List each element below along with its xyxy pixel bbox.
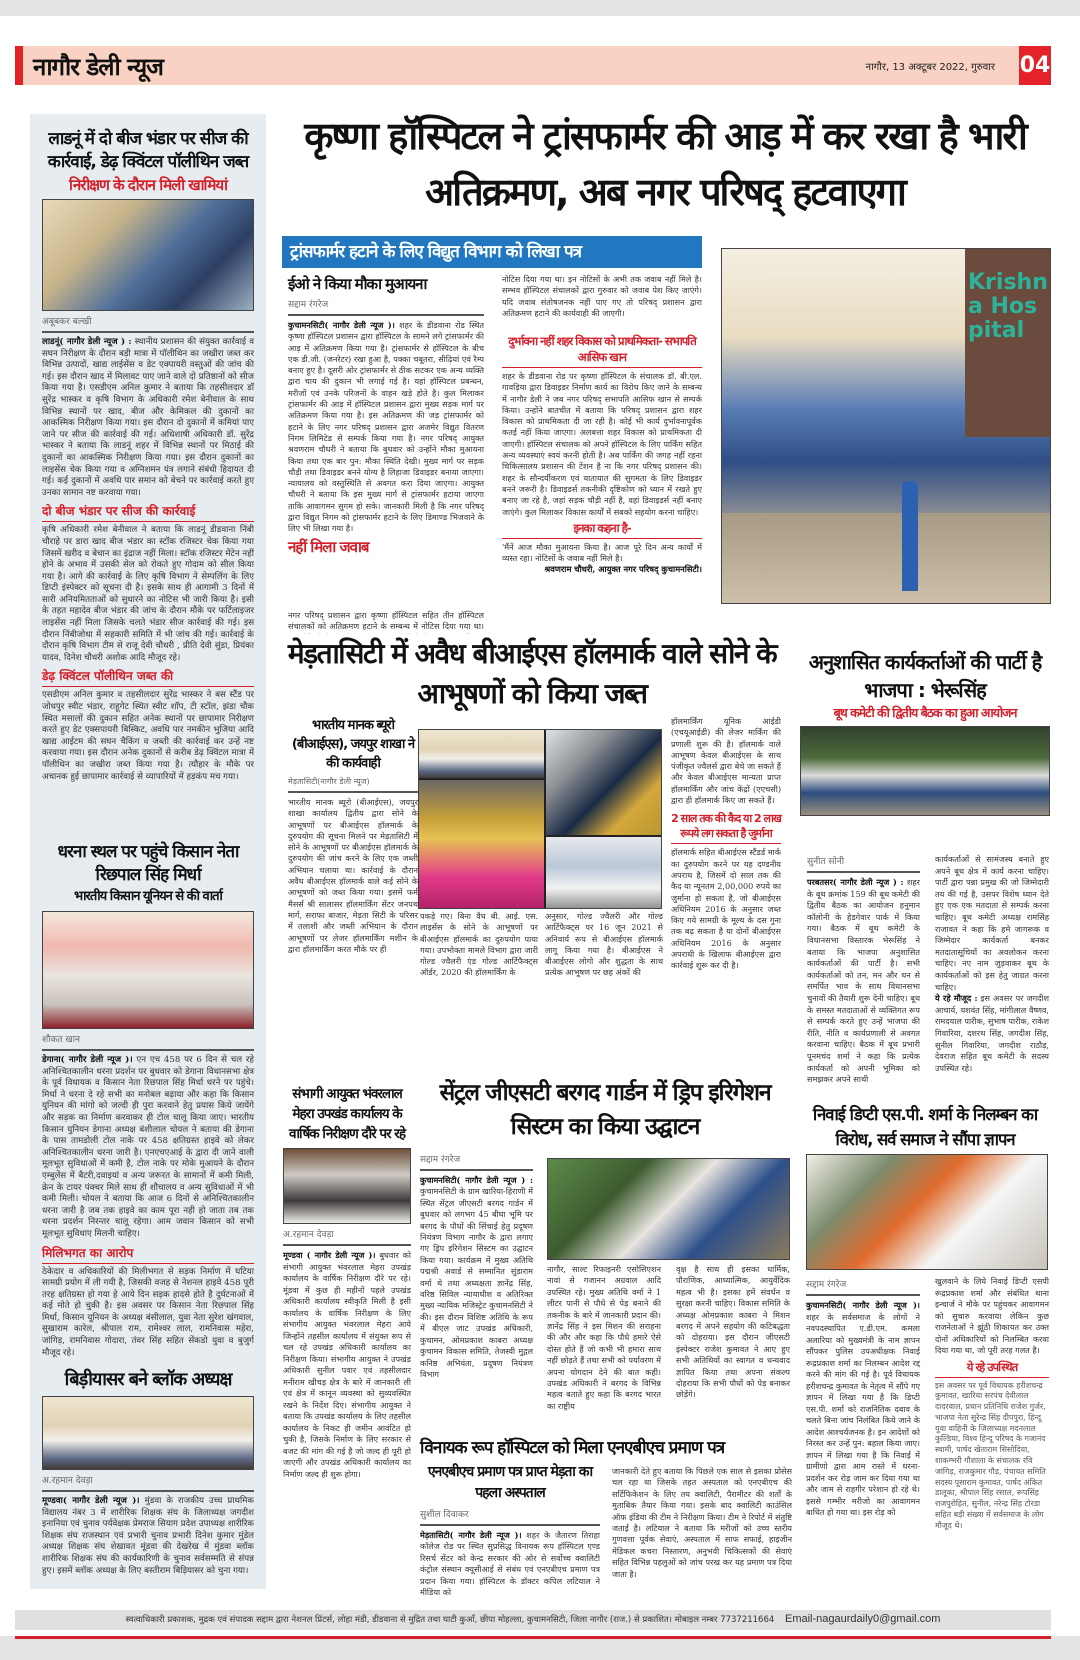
photo-dharna	[42, 911, 254, 1029]
byline: शौकत खान	[42, 1032, 254, 1051]
imprint-text: स्वत्वाधिकारी प्रकाशक, मुद्रक एवं संपादक सद्दाम द्वारा नेशनल प्रिंटर्स, लोहा मंडी, डीडवाना से मुद्रित तथा घाटी कुआँ, छीपा मोहल्ला, कुचामनसिटी, जिला नागौर (राज.) से प्रकाशित। मोबाइल नम्बर 7737211664	[125, 1615, 775, 1625]
article-body	[288, 320, 484, 535]
dateline: मूण्डवा ( नागौर डेली न्यूज )।	[283, 1250, 376, 1260]
byline: अबूबकर बल्खी	[42, 314, 254, 333]
paragraph: शहर के बूथ क्रमांक 159 की बूथ कमेटी की द्वितीय बैठक का आयोजन हनुमान कॉलोनी के हेडगेवार पार्क में किया गया। बैठक में बूथ कमेटी के विधानसभा विस्तारक भेरूसिंह ने बताया कि भाजपा अनुशासित कार्यकर्ताओं की पार्टी है। सभी कार्यकर्ताओं को तन, मन और धन से समर्पित भाव के साथ विधानसभा चुनावों की तैयारी शुरू देनी चाहिए। बूथ के समस्त मतदाताओं से व्यक्तिगत रूप से सम्पर्क करते हुए उन्हें भाजपा की रीति, नीति व कार्यप्रणाली से अवगत करवाना चाहिए। बैठक में बूथ प्रभारी पूनमचंद शर्मा ने कहा कि प्रत्येक कार्यकर्ता को अपनी भूमिका को समझकर अपने साथी	[807, 877, 920, 1085]
subheading: दो बीज भंडार पर सीज की कार्रवाई	[42, 502, 254, 522]
article-body	[42, 1055, 254, 1241]
niwai-headline: निवाई डिप्टी एस.पी. शर्मा के निलम्बन का विरोध, सर्व समाज ने सौंपा ज्ञापन	[812, 1105, 1038, 1149]
issue-date: नागौर, 13 अक्टूबर 2022, गुरुवार	[865, 62, 995, 73]
hospital-sign: Krishna Hospital	[968, 271, 1048, 343]
paragraph: एन एच 458 पर 6 दिन से चल रहे अनिश्चितकालीन धरना प्रदर्शन पर बुधवार को डेगाना विधानसभा क्षेत्र के पूर्व विधायक व किसान नेता रिछपाल सिंह मिर्धा धरने पर पहुंचे। मिर्धा ने धरना दे रहे सभी का मनोबल बढ़ाया और कहा कि किसान युनियन की मांगो को जल्दी ही पुरा करवाने हेतु प्रयास किये जायेंगे और सड़क का निर्माण करवाकर ही टोल चालू किया जाए। भारतीय किसान युनियन डेगाना अध्यक्ष बंशीलाल चोयल ने बताया की डेगाना के पास तामडोली टोल नाके पर 458 क्षतिग्रस्त हाइवे को लेकर अनिश्चितकालीन धरना जारी है। एनएचएआई के द्वारा दी जाने वाली मूलभूत सुविधाओं में कमी है, टोल नाके पर मोके मुआयने के दौरान एम्बुलेंस में बैटरी,दवाइयां व अन्य जरूरत के सामानों में कमी मिली, क्रेन के टायर पंक्चर मिले साथ ही शौचालय व अन्य सुविधाओं में भी कमी मिली। चोयल ने बताया कि आज 6 दिनों से अनिश्चितकालीन धरना जारी है जब तक हाइवे का काम पूरा नही हो जाता तब तक धरना प्रदर्शन निरन्तर चालू रहेगा। आम जवान किसान को सभी मूलभूत सुविधाए मिलनी चाहिए।	[42, 1055, 254, 1239]
newspaper-page	[0, 16, 1080, 1636]
paragraph: मुंडवा के राजकीय उच्च प्राथमिक विद्यालय नंबर 3 में शारीरिक शिक्षक संघ के जिलाध्यक्ष जगदीश इनानिया एवं चुनाव पर्यवेक्षक प्रेमराज सियाग प्रदेश उपाध्यक्ष शारीरिक शिक्षक संघ राजस्थान एवं प्रभारी चुनाव प्रभारी दिनेश कुमार मुंडेल अध्यक्ष शिक्षक संघ शेखावत मूंडवा की देखरेख में मुंडवा ब्लॉक शारीरिक शिक्षक संघ की कार्यकारिणी के चुनाव सर्वसम्मति से संपन्न हुए। इसमें ब्लॉक अध्यक्ष के लिए बस्तीराम बिड़ियासर को चुना गया।	[42, 1496, 254, 1576]
paragraph: इस अवसर पर जगदीश आचार्य, यशवंत सिंह, मांगीलाल वैष्णव, रामदयाल पारीक, सुभाष पारीक, राकेश गिवारिया, दशरथ सिंह, जगदीश सिंह, सुनील गिवारिया, जगदीश राठौड़, देवराज सहित बूथ कमेटी के सदस्य उपस्थित रहे।	[935, 993, 1050, 1073]
gst-headline: सेंट्रल जीएसटी बरगद गार्डन में ड्रिप इरिगेशन सिस्टम का किया उद्घाटन	[439, 1080, 771, 1140]
footer-imprint	[15, 1610, 1051, 1630]
paragraph: इस अवसर पर पूर्व विधायक हरीशचन्द्र कुमावत, खारिया सरपंच देवीलाल दादरवाल, प्रधान प्रतिनिधि राजेश गुर्जर, भाजपा नेता सुरेन्द्र सिंह दीपपुरा, हिन्दू युवा वाहिनी के जिलाध्यक्ष मदनलाल कुल्डिया, विश्व हिन्दू परिषद के गजानंद स्वामी, पार्षद खेताराम सिसोदिया, शाकम्भरी गौशाला के संचालक रवि जांगिड़, राजकुमार गौड़, पंचायत समिति सदस्य पूसाराम कुमावत, पार्षद अंकित डालूका, श्रीपाल सिंह रसाल, रूपसिंह राजपुरोहित, सुनील, नरेन्द्र सिंह टोरडा सहित बड़ी संख्या में सर्वसमाज के लोग मौजूद थे।	[935, 1380, 1046, 1530]
photo-collage-jewellery	[418, 729, 662, 909]
paragraph: हॉलमार्क सहित बीआईएस स्टैंडर्ड मार्क का दुरुपयोग करने पर यह दण्डनीय अपराध है, जिसमें दो साल तक की कैद या न्यूनतम 2,00,000 रुपये का जुर्माना हो सकता है, जो बीआईएस अधिनियम 2016 के अनुसार जब्त किए गये सामग्री के मूल्य के दस गुना तक बढ़ सकता है या दोनों बीआईएस अधिनियम 2016 के अनुसार अपराधी के खिलाफ बीआईएस द्वारा कार्रवाई शुरू कर दी है।	[671, 847, 781, 971]
headline-ladnun: लाडनूं में दो बीज भंडार पर सीज की कार्रवाई, डेढ़ क्विंटल पॉलीथिन जब्त	[47, 129, 249, 172]
newspaper-name: नागौर डेली न्यूज	[33, 53, 163, 81]
paragraph: कुचामनसिटी के ग्राम खारिया-हिराणी में स्थित सेंट्रल जीएसटी बरगद गार्डन में बुधवार को लगभग 45 बीघा भूमि पर बरगद के पौधों की सिंचाई हेतु प्रदूषण नियंत्रण विभाग नागौर के द्वारा लगाए गए ड्रिप इरिगेशन सिस्टम का उद्घाटन किया गया। कार्यक्रम में मुख्य अतिथि पद्मश्री अवार्ड से सम्मानित सुंडाराम वर्मा थे तथा अध्यक्षता ज्ञानेंद्र सिंह, वरिष्ठ सिविल न्यायाधीश व अतिरिक्त मुख्य न्यायिक मजिस्ट्रेट कुचामनसिटी ने की। इस दौरान विशिष्ट अतिथि के रूप में बीएल जाट उपखंड अधिकारी, कुचामन, ओमप्रकाश काबरा अध्यक्ष कुचामन विकास समिति, तेजस्वी मुद्गल कनिष्ठ अभियंता, प्रदूषण नियंत्रण विभाग	[420, 1186, 533, 1379]
lead-banner: ट्रांसफार्मर हटाने के लिए विद्युत विभाग को लिखा पत्र	[282, 236, 702, 268]
photo-hallmark-desk	[419, 730, 544, 778]
photo-drip-irrigation	[547, 1158, 790, 1260]
article-body	[42, 1496, 254, 1577]
paragraph: खुलवाने के लिये निवाई डिप्टी एसपी रूद्रप्रकाश शर्मा और संबंधित थाना इन्चार्ज ने मौके पर पहुंचकर आवागमन को सुचारु करवाया लेकिन कुछ राजनेताओं ने झूंठी शिकायत कर उक्त दोनों अधिकारियों को निलम्बित करवा दिया गया था, जो पूरी तरह गलत है।	[935, 1276, 1049, 1355]
byline: सद्दाम रंगरेज	[806, 1277, 920, 1296]
paragraph: कार्यकर्ताओं से सामंजस्य बनाते हुए अपने बूथ क्षेत्र में कार्य करना चाहिए। पार्टी द्वारा पन्ना प्रमुख की जो जिम्मेदारी तय की गई है, उसपर विशेष ध्यान देते हुए एक एक मतदाता से सम्पर्क करना चाहिए। बूथ कमेटी अध्यक्ष रामसिंह राजावत ने कहा कि हमे जागरूक व जिम्मेदार कार्यकर्ता बनकर मतदातासूचियों का अवलोकन करना चाहिए। नए नाम जुड़वाकर बूथ के कार्यकर्ताओं को इस हेतु जाग्रत करना चाहिए।	[935, 854, 1049, 992]
photo-gold-ornament	[419, 780, 544, 909]
dateline: परबतसर( नागौर डेली न्यूज ) :	[807, 877, 904, 887]
photo-memorandum	[806, 1154, 1048, 1270]
subheading: डेढ़ क्विंटल पॉलीथिन जब्त की	[42, 667, 254, 687]
photo-gold-necklace	[546, 730, 662, 835]
dateline: कुचामनसिटी( नागौर डेली न्यूज )।	[288, 320, 395, 330]
paragraph: बुधवार को संभागी आयुक्त भंवरलाल मेहरा उपखंड कार्यालय के वार्षिक निरीक्षण दौरे पर रहे। मूंडवा में कुछ ही महीनों पहले उपखंड अधिकारी कार्यालय स्वीकृति मिली है इसी कार्यालय के वार्षिक निरीक्षण के लिए संभागीय आयुक्त भंवरलाल मेहरा आये जिन्होंने तहसील कार्यालय में संयुक्त रूप से चल रहे उपखंड अधिकारी कार्यालय का निरीक्षण किया। संभागीय आयुक्त ने उपखंड अधिकारी सुनील पवार एवं तहसीलदार मनीराम खीचड़ क्षेत्र के बारे में जानकारी ली एवं क्षेत्र में कानून व्यवस्था को सुव्यवस्थित रखने के निर्देश दिए। संभागीय आयुक्त ने बताया कि उपखंड कार्यालय के लिए तहसील कार्यालय के निकट ही जमीन आवंटित हो चुकी है, जिसके निर्माण के लिए सरकार से बजट की मांग की गई है जो जल्द ही पूरी हो जाएगी और उपखंड अधिकारी कार्यालय का निर्माण जल्द ही शुरू होगा।	[283, 1250, 411, 1479]
byline: सुनीत सोनी	[807, 854, 920, 873]
paragraph: नगर परिषद् प्रशासन द्वारा कृष्णा हॉस्पिटल सहित तीन हॉस्पिटल संचालकों को अतिक्रमण हटाने के सम्बन्ध में नोटिस दिया गया था।	[288, 610, 484, 632]
byline: अ.रहमान देवड़ा	[283, 1227, 411, 1246]
subheading: मिलिभगत का आरोप	[42, 1244, 254, 1264]
quote-attribution: श्रवणराम चौधरी, आयुक्त नगर परिषद् कुचामनसिटी।	[544, 564, 702, 575]
headline-bidiyasar: बिड़ीयासर बने ब्लॉक अध्यक्ष	[64, 1369, 232, 1390]
page-number: 04	[1019, 46, 1051, 85]
byline: मेड़तासिटी(नागौर डेली न्यूज)	[288, 776, 418, 793]
photo-booth-committee	[800, 726, 1050, 816]
quote: 'मैंनें आज मौका मुआयना किया है। आज पूरे दिन अन्य कार्यों में व्यस्त रहा। नोटिसों के जवाब नहीं मिले है।	[502, 541, 702, 564]
dateline: लाडनूं( नागौर डेली न्यूज ) :	[42, 337, 132, 347]
byline: सद्दाम रंगरेज	[420, 1152, 533, 1171]
present-label: ये रहे मौजूद :	[935, 993, 978, 1004]
article-body	[283, 1250, 411, 1480]
paragraph: नागौर, साल्ट रिफाइनरी एसोसिएशन नावां से गजानन अग्रवाल आदि उपस्थित रहे। मुख्य अतिथि वर्मा ने 1 लीटर पानी से पौधे से पेड़ बनाने की तकनीक के बारे में जानकारी प्रदान की। ज्ञानेंद्र सिंह ने इस मिशन की सराहना की और और कहा कि पौधे हमारे ऐसे दोस्त होते हैं जो कभी भी हमारा साथ नहीं छोड़ते हैं तथा सभी को पर्यावरण में अपना योगदान देने की बात कही। उपखंड अधिकारी ने बरगद के विभिन्न महत्व बताते हुए कहा कि बरगद भारत का राष्ट्रीय	[547, 1264, 661, 1411]
paragraph: वृक्ष है साथ ही इसका धार्मिक, पौराणिक, आध्यात्मिक, आयुर्वेदिक महत्व भी है। इसका हमें संवर्धन व सुरक्षा करनी चाहिए। विकास समिति के अध्यक्ष ओमप्रकाश काबरा ने मिशन बरगद में अपने सहयोग की कटिबद्धता को दोहराया। इस दौरान जीएसटी इंस्पेक्टर राजेश कुमावत ने आए हुए सभी अतिथियों का स्वागत व धन्यवाद ज्ञापित किया तथा अपना संकल्प दोहराया कि सभी पौधों को पेड़ बनाकर छोड़ेंगे।	[676, 1264, 790, 1400]
article-body	[806, 1300, 920, 1519]
dateline: मेड़तासिटी( नागौर डेली न्यूज )।	[420, 1530, 522, 1540]
lead-subhead: ईओ ने किया मौका मुआयना	[288, 275, 427, 293]
photo-commissioner-office	[283, 1148, 411, 1224]
paragraph: स्थानीय प्रशासन की संयुक्त कार्रवाई व सघन निरीक्षण के दौरान बड़ी मात्रा में पॉलीथिन का जखीरा जब्त कर विभिन्न उत्पादों, खाद्य लाईसेंस व डेट एक्पायरी वस्तुओं की जांच की गई। इस दौरान खाद में मिलावट पाए जाने वाले दो प्रतिष्ठानों को सीज किया गया है। एसडीएम अनिल कुमार ने बताया कि तहसीलदार डॉ सुरेंद्र भास्कर व कृषि विभाग के अधिकारी रमेश बेनीवाल के साथ विभिन्न स्थानों पर खाद, बीज और केमिकल की दुकानों का आकस्मिक निरीक्षण किया गया। इस दौरान दो दुकानों में कमियां पाए जाने पर सीज की कार्रवाई की गई। अधिशाषी अधिकारी डॉ. सुरेंद्र भास्कर ने बताया कि लाडनूं शहर में विभिन्न स्थानों पर मिठाई की दुकानों का आकस्मिक निरीक्षण किया गया। इस दौरान दुकानों का लाइसेंस चेक किया गया व अग्निशमन यंत्र लगाने संबंधी हिदायत दी गई। कई दुकानों में अवधि पार समान को बेचने पर कार्रवाई करते हुए उनका सामान नष्ट करवाया गया।	[42, 337, 255, 498]
paragraph: शहर के सर्वसमाज के लोगों ने नवपदस्थापित ए.डी.एम. कमला अलारिया को मुख्यमंत्री के नाम ज्ञापन सौंपकर पुलिस उपअधीक्षक निवाई रूद्रप्रकाश शर्मा का निलम्बन आदेश रद्द करने की मांग की गई है। पूर्व विधायक हरीशचन्द्र कुमावत के नेतृत्व में सौंपे गए ज्ञापन में लिखा गया है कि डिप्टी एस.पी. शर्मा को राजनितिक दबाव के चलते बिना जांच निलंबित किये जाने के आदेश आश्चर्यजनक है। इन आदेशों को निरस्त कर उन्हें पुन: बहाल किया जाए। ज्ञापन में लिखा गया है कि निवाई में ग्रामीणो द्वारा आम रास्ते में धरना-प्रदर्शन कर रोड़ जाम कर दिया गया था और जाम से राहगीर परेशान हो रहे थे। इससे गम्भीर मरीजो का आवागमन बाधित हो गया था। इस रोड़ को	[806, 1311, 920, 1517]
paragraph: जानकारी देते हुए बताया कि पिछले एक साल से इसका प्रोसेस चल रहा था जिसके तहत अस्पताल को एनएबीएच की सर्टिफिकेशन के लिए तय क्वालिटी, पैरामीटर की शर्तों के मुताबिक तैयार किया गया। इसके बाद क्वालिटी काउंसिल ऑफ इंडिया की टीम ने निरीक्षण किया। टीम ने रिपोर्ट में संतुष्टि जताई है। लटियाल ने बताया कि मरीजों को उच्च स्तरीय गुणवत्ता पूर्वक सेवाएं, अस्पताल में साफ सफाई, हाइजीन मेडिकल कचरा निस्तारण, अनुभवी चिकित्सकों की सेवाएं सहित विभिन्न पहलुओं को जांच परख कर यह प्रमाण पत्र दिया जाता है।	[612, 1466, 792, 1579]
byline: सद्दाम रंगरेज	[288, 297, 484, 316]
left-column	[30, 114, 266, 1589]
dateline: मूण्डवा( नागौर डेली न्यूज )।	[42, 1496, 140, 1506]
paragraph: पकड़े गए। बिना वैध बी. आई. एस. लाइसेंस के सोने के आभूषणों पर बीआईएस हॉलमार्क का दुरुपयोग पाया गया। उपभोक्ता मामले विभाग द्वारा जारी गोल्ड ज्वैलरी एंड गोल्ड आर्टिफैक्ट्स ऑर्डर, 2020 की हॉलमार्किंग के	[420, 911, 538, 978]
photo-laser-machine	[546, 837, 662, 909]
dateline: कुचामनसिटी( नागौर डेली न्यूज ) :	[420, 1175, 533, 1185]
article-body	[420, 1175, 533, 1380]
bjp-headline: अनुशासित कार्यकर्ताओं की पार्टी है भाजपा : भेरूसिंह	[808, 650, 1042, 702]
paragraph: शहर के डीडवाना रोड स्थित कृष्णा हॉस्पिटल प्रशासन द्वारा हॉस्पिटल के सामने लगे ट्रांसफार्मर की आड़ में अतिक्रमण किया गया है। ट्रांसफार्मर से हॉस्पिटल के बीच एक डी.जी. (जनरेटर) रखा हुआ है, पक्का चबूतरा, सीढ़ियां एवं रैम्प बनाए हुए है। दूसरी ओर ट्रांसफार्मर से ठीक सटकर एक अन्य व्यक्ति द्वारा चाय की दुकान भी लगाई गई है। यहां हॉस्पिटल प्रबन्धन, मरीजों एवं उनके परिजनों के वाहन खड़े होते है। कुल मिलाकर ट्रांसफार्मर की आड़ में हॉस्पिटल प्रशासन द्वारा मुख्य सड़क मार्ग पर अतिक्रमण किया गया है। इस अतिक्रमण की जड़ ट्रांसफार्मर को हटाने के लिए नगर परिषद् प्रशासन द्वारा अजमेर विद्युत वितरण निगम लिमिटेड से सम्पर्क किया गया है। नगर परिषद् आयुक्त श्रवणराम चौधरी ने बताया कि बुधवार को उन्होंने मौका मुआयना किया तथा एक बार पुन: मौका स्थिति देखी। मुख्य मार्ग पर सड़क चौड़ी तथा डिवाइडर बनने योग्य है लिहाजा डिवाइडर बनाया जाएगा। न्यायालय को वस्तुस्थिति से अवगत करा दिया जाएगा। आयुक्त चौधरी ने बताया कि इस मुख्य मार्ग से ट्रांसफार्मर हटाया जाएगा ताकि आवागमन सुगम हो सके। जानकारी मिली है कि नगर परिषद् द्वारा विद्युत निगम को ट्रांसफार्मर हटाने के लिए डिमाण्ड भिजवाने के लिए भी लिखा गया है।	[288, 320, 484, 534]
byline: सुशील दिवाकर	[420, 1507, 600, 1526]
paragraph: कृषि अधिकारी रमेश बेनीवाल ने बताया कि लाडनूं डीडवाना निंबी चौराहे पर डारा खाद बीज भंडार का स्टॉक रजिस्टर चेक किया गया जिसमें खरीद व बेचान का इंद्राज नहीं मिला। स्टॉक रजिस्टर मेंटेन नहीं होने के अभाव में उसकी सेल को रोकते हुए गोदाम को सील किया गया है। आगे की कार्रवाई के लिए कृषि विभाग ने सेम्पलिंग के लिए डिप्टी इंस्पेक्टर को सूचना दी है। इसके साथ ही आगामी 3 दिनों में सारी अनियमितताओं को सुधारने का नोटिस भी जारी किया है। इसी के तहत महादेव बीज भंडार की जांच के दौरान मौके पर फर्टिलाइजर लाइसेंस नहीं मिला जिसके चलते भंडार सीज कार्रवाई की गई। इस दौरान निंबीजोधा में सहकारी समिति में भी जांच की गई। कार्रवाई के दौरान कृषि विभाग टीम से राजू देवी चौधरी , प्रीति देवी सुंडा, प्रियंका यादव, दिनेश चौधरी अशोक आदि मौजूद रहे।	[42, 525, 254, 663]
article-body	[420, 1530, 600, 1598]
paragraph: ठेकेदार व अधिकारियों की मिलीभगत से सड़क निर्माण में घटिया सामग्री प्रयोग में ली गयी है, जिसकी वजह से नेशनल हाइवे 458 पूरी तरह क्षतिग्रस्त हो गया हे आये दिन सड़क हादसे होते है दुर्घटनाओं में कई मोते हो चुकी है। इस अवसर पर किसान नेता रिछपाल सिंह मिर्धा, किसान यूनियन के अध्यक्ष बंसीलाल, युवा नेता सुरेश खंगवाल, सुखाराम कारेल, श्रीपाल राम, रामेश्वर लाल, रामनिवास महेरा, जांगिड़, रामनिवास गोदारा, तंवर सिंह सहित सेंकडो युवा व बुजुर्ग मौजूद रहे।	[42, 1266, 254, 1358]
article-body	[42, 337, 254, 499]
pedestrian	[902, 481, 918, 591]
dateline: डेगाना( नागौर डेली न्यूज )।	[42, 1055, 133, 1065]
photo-ladnun-inspection	[42, 199, 254, 311]
nabh-headline: विनायक रूप हॉस्पिटल को मिला एनएबीएच प्रमाण पत्र	[420, 1438, 725, 1458]
footer-rule	[15, 1636, 1051, 1639]
subheading: 2 साल तक की कैद या 2 लाख रूपये लग सकता है जुर्माना	[671, 811, 781, 844]
paragraph: अनुसार, गोल्ड ज्वैलरी और गोल्ड आर्टिफैक्ट्स पर 16 जून 2021 से अनिवार्य रूप से बीआईएस हॉलमार्क लागू किया गया है। बीआईएस ने बीआईएस लोगो और शुद्धता के साथ प्रत्येक आभूषण पर छह अंकों की	[545, 911, 663, 978]
subheading: ये रहे उपस्थित	[935, 1360, 1049, 1378]
paragraph: एसडीएम अनिल कुमार व तहसीलदार सुरेंद्र भास्कर ने बस स्टैंड पर जोधपुर स्वीट भंडार, राहूगेट स्थित स्वीट शॉप, टी स्टॉल, झंडा चौक स्थित मसालों की दुकान सहित अनेक स्थानों पर छापामार निरीक्षण करते हुए डेट एक्सपायरी बिस्किट, अवधि पार नमकीन भुजिया आदि खाद्य आईटम की सघन चैकिंग व जब्ती की कार्रवाई कर उन्हें नष्ट करवाया गया। इस दौरान अनेक दुकानों से करीब डेढ़ क्विंटल मात्रा में पॉलीथिन का जखीरा जब्त किया गया है। त्यौहार के मौके पर अचानक हुई छापामार कार्रवाई से व्यापारियों में हड़कंप मच गया।	[42, 690, 254, 782]
lead-headline: कृष्णा हॉस्पिटल ने ट्रांसफार्मर की आड़ में कर रखा है भारी अतिक्रमण, अब नगर परिषद् हटवाएगा	[304, 114, 1026, 214]
subhead-dharna: भारतीय किसान यूनियन से की वार्ता	[74, 889, 222, 904]
contact-email: Email-nagaurdaily0@gmail.com	[784, 1613, 941, 1625]
paragraph: भारतीय मानक ब्यूरो (बीआईएस), जयपुर शाखा कार्यालय द्वितीय द्वारा सोने के आभूषणों पर बीआईएस हॉलमार्क के दुरुपयोग की सूचना मिलने पर मेड़तासिटी में सोने के आभूषणों पर बीआईएस हॉलमार्क के दुरुपयोग की जांच करने के लिए एक जब्ती अभियान चलाया था। कार्रवाई के दौरान अवैध बीआईएस हॉलमार्क वाले कई सोने के आभूषणों को जब्त किया गया। इसमें फर्म मैसर्स श्री सालासर हॉलमार्किंग सेंटर जनपथ मार्ग, सराफा बाजार, मेड़ता सिटी के परिसर में तलाशी और जब्ती अभियान के दौरान आभूषणों पर लेजर हॉलमार्किंग मशीन के द्वारा हॉलमार्किंग करत मौके पर ही	[288, 797, 418, 954]
article-body	[935, 993, 1049, 1074]
subheading: इनका कहना है-	[502, 521, 702, 539]
subhead-ladnun: निरीक्षण के दौरान मिली खामियां	[69, 176, 227, 194]
hallmark-subhead: भारतीय मानक ब्यूरो (बीआईएस), जयपुर शाखा ने की कार्यवाही	[291, 718, 415, 771]
article-body	[807, 877, 920, 1086]
subheading: नहीं मिला जवाब	[288, 537, 369, 556]
paragraph-continued: नोटिस दिया गया था। इन नोटिसों के अभी तक जवाब नहीं मिले है। सम्भव हॉस्पिटल संचालकों द्वारा गुरुवार को जवाब पेश किए जाएंगे। यदि जवाब संतोषजनक नहीं पाए गए तो परिषद् प्रशासन द्वारा अतिक्रमण हटाने की कार्यवाही की जाएगी।	[502, 274, 702, 318]
hallmark-headline: मेड़तासिटी में अवैध बीआईएस हॉलमार्क वाले सोने के आभूषणों को किया जब्त	[287, 637, 777, 710]
street	[722, 513, 1050, 603]
dateline: कुचामनसिटी( नागौर डेली न्यूज )।	[806, 1300, 920, 1310]
subheading: दुर्भावना नहीं शहर विकास को प्राथमिकता- सभापति आसिफ खान	[502, 333, 702, 368]
paragraph: हॉलमार्किंग यूनिक आईडी (एचयूआईडी) की लेजर मार्किंग की प्रणाली शुरू की है। हॉलमार्क वाले आभूषण केवल बीआईएस के साथ पंजीकृत ज्वैलर्स द्वारा बेचे जा सकते हैं और केवल बीआईएस मान्यता प्राप्त हॉलमार्किंग और जांच केंद्रों (एएचसी) द्वारा ही हॉलमार्क किए जा सकते हैं।	[671, 716, 781, 806]
paragraph: शहर के जैतारण तिराहा कॉलेज रोड पर स्थित सुप्रसिद्ध विनायक रूप हॉस्पिटल एण्ड रिसर्च सेंटर को केन्द्र सरकार की ओर से सर्वोच्च क्वालिटी कंट्रोल संस्थान क्यूसीआई से संबंध एवं एनएबीएच प्रमाण पत्र प्रदान किया गया। हॉस्पिटल के डॉक्टर कपिल लटियाल ने मीडिया को	[420, 1530, 600, 1598]
bjp-subhead: बूथ कमेटी की द्वितीय बैठक का हुआ आयोजन	[833, 705, 1017, 720]
commissioner-headline: संभागी आयुक्त भंवरलाल मेहरा उपखंड कार्यालय के वार्षिक निरीक्षण दौरे पर रहे	[289, 1086, 405, 1142]
headline-dharna: धरना स्थल पर पहुंचे किसान नेता रिछपाल सिंह मिर्धा	[57, 842, 239, 885]
photo-krishna-hospital	[721, 248, 1051, 604]
masthead	[15, 46, 1051, 85]
photo-bidiyasar	[42, 1396, 254, 1470]
masthead-accent-bar	[15, 46, 23, 85]
paragraph: शहर के डीडवाना रोड पर कृष्णा हॉस्पिटल के संचालक डॉ. बी.एल. गावड़िया द्वारा डिवाइडर निर्माण कार्य का विरोध किए जाने के सम्बन्ध में नागौर डेली ने जब नगर परिषद् सभापति आसिफ खान से सम्पर्क किया। उन्होंने बातचीत में बताया कि परिषद् प्रशासन द्वारा शहर विकास को प्राथमिकता दी जा रही है। कोई भी कार्य दुर्भावनापूर्वक कतई नहीं किया जाएगा। अलबत्ता शहर विकास को प्राथमिकता दी जाएगी। हॉस्पिटल संचालक को अपने हॉस्पिटल के लिए पार्किंग सहित अन्य व्यवस्थाएं स्वयं करनी होती है। अब पार्किंग की जगह नहीं रहना चिकित्सालय प्रशासन की टेंशन है ना कि नगर परिषद् प्रशासन की। शहर के सौन्दर्यीकरण एवं यातायात की सुगमता के लिए डिवाइडर बनने जरूरी है। डिवाइडर्स तकनीकी दृष्टिकोण को ध्यान में रखते हुए बनाए जा रहे है, जहां सड़क चौड़ी नहीं है, वहां डिवाइडर्स नहीं बनाए जाएंगे। कुल मिलाकर विकास कार्यों में सबको सहयोग करना चाहिए।	[502, 371, 702, 517]
nabh-subhead: एनएबीएच प्रमाण पत्र प्राप्त मेड़ता का पहला अस्पताल	[427, 1464, 593, 1501]
byline: अ.रहमान देवड़ा	[42, 1473, 254, 1492]
